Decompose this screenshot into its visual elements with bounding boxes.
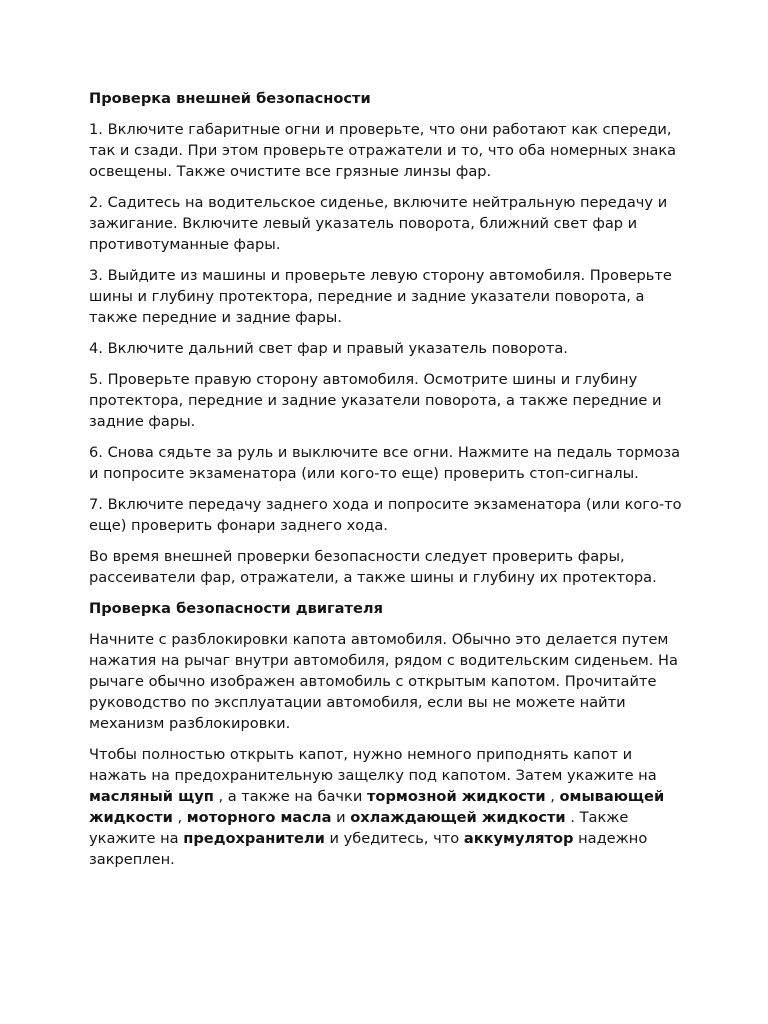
- step-3: 3. Выйдите из машины и проверьте левую сторону автомобиля. Проверьте шины и глубину протектора, передние и задние указатели поворота, а также передние и задние фары.: [89, 267, 672, 326]
- text-run: ,: [172, 809, 187, 826]
- section-heading-exterior-check: Проверка внешней безопасности: [89, 90, 371, 107]
- step-4: 4. Включите дальний свет фар и правый указатель поворота.: [89, 340, 568, 357]
- text-run: ,: [545, 788, 560, 805]
- text-run: и убедитесь, что: [324, 830, 464, 847]
- exterior-summary: Во время внешней проверки безопасности следует проверить фары, рассеиватели фар, отражатели, а также шины и глубину их протектора.: [89, 548, 657, 586]
- section-heading-engine-check: Проверка безопасности двигателя: [89, 600, 383, 617]
- engine-intro-paragraph: Начните с разблокировки капота автомобиля. Обычно это делается путем нажатия на рычаг внутри автомобиля, рядом с водительским сиденьем. На рычаге обычно изображен автомобиль с открытым капотом. Прочитайте руководство по эксплуатации автомобиля, если вы не можете найти механизм разблокировки.: [89, 631, 678, 732]
- document-page: [89, 88, 689, 880]
- term-fuses: предохранители: [183, 830, 325, 847]
- term-dipstick: масляный щуп: [89, 788, 214, 805]
- engine-inspection-paragraph: [89, 744, 689, 870]
- term-battery: аккумулятор: [463, 830, 574, 847]
- text-run: Чтобы полностью открыть капот, нужно немного приподнять капот и нажать на предохранительную защелку под капотом. Затем укажите на: [89, 746, 657, 784]
- text-run: надежно закреплен.: [89, 830, 648, 868]
- text-run: . Также укажите на: [89, 809, 629, 847]
- step-2: 2. Садитесь на водительское сиденье, включите нейтральную передачу и зажигание. Включите левый указатель поворота, ближний свет фар и противотуманные фары.: [89, 194, 668, 253]
- text-run: и: [331, 809, 351, 826]
- term-washer-fluid: омывающей жидкости: [89, 788, 665, 826]
- term-brake-fluid: тормозной жидкости: [366, 788, 546, 805]
- step-5: 5. Проверьте правую сторону автомобиля. Осмотрите шины и глубину протектора, передние и задние указатели поворота, а также передние и задние фары.: [89, 371, 662, 430]
- text-run: , а также на бачки: [213, 788, 367, 805]
- step-7: 7. Включите передачу заднего хода и попросите экзаменатора (или кого-то еще) проверить фонари заднего хода.: [89, 496, 682, 534]
- term-engine-oil: моторного масла: [186, 809, 332, 826]
- step-6: 6. Снова сядьте за руль и выключите все огни. Нажмите на педаль тормоза и попросите экзаменатора (или кого-то еще) проверить стоп-сигналы.: [89, 444, 681, 482]
- term-coolant: охлаждающей жидкости: [350, 809, 566, 826]
- step-1: 1. Включите габаритные огни и проверьте, что они работают как спереди, так и сзади. При этом проверьте отражатели и то, что оба номерных знака освещены. Также очистите все грязные линзы фар.: [89, 121, 677, 180]
